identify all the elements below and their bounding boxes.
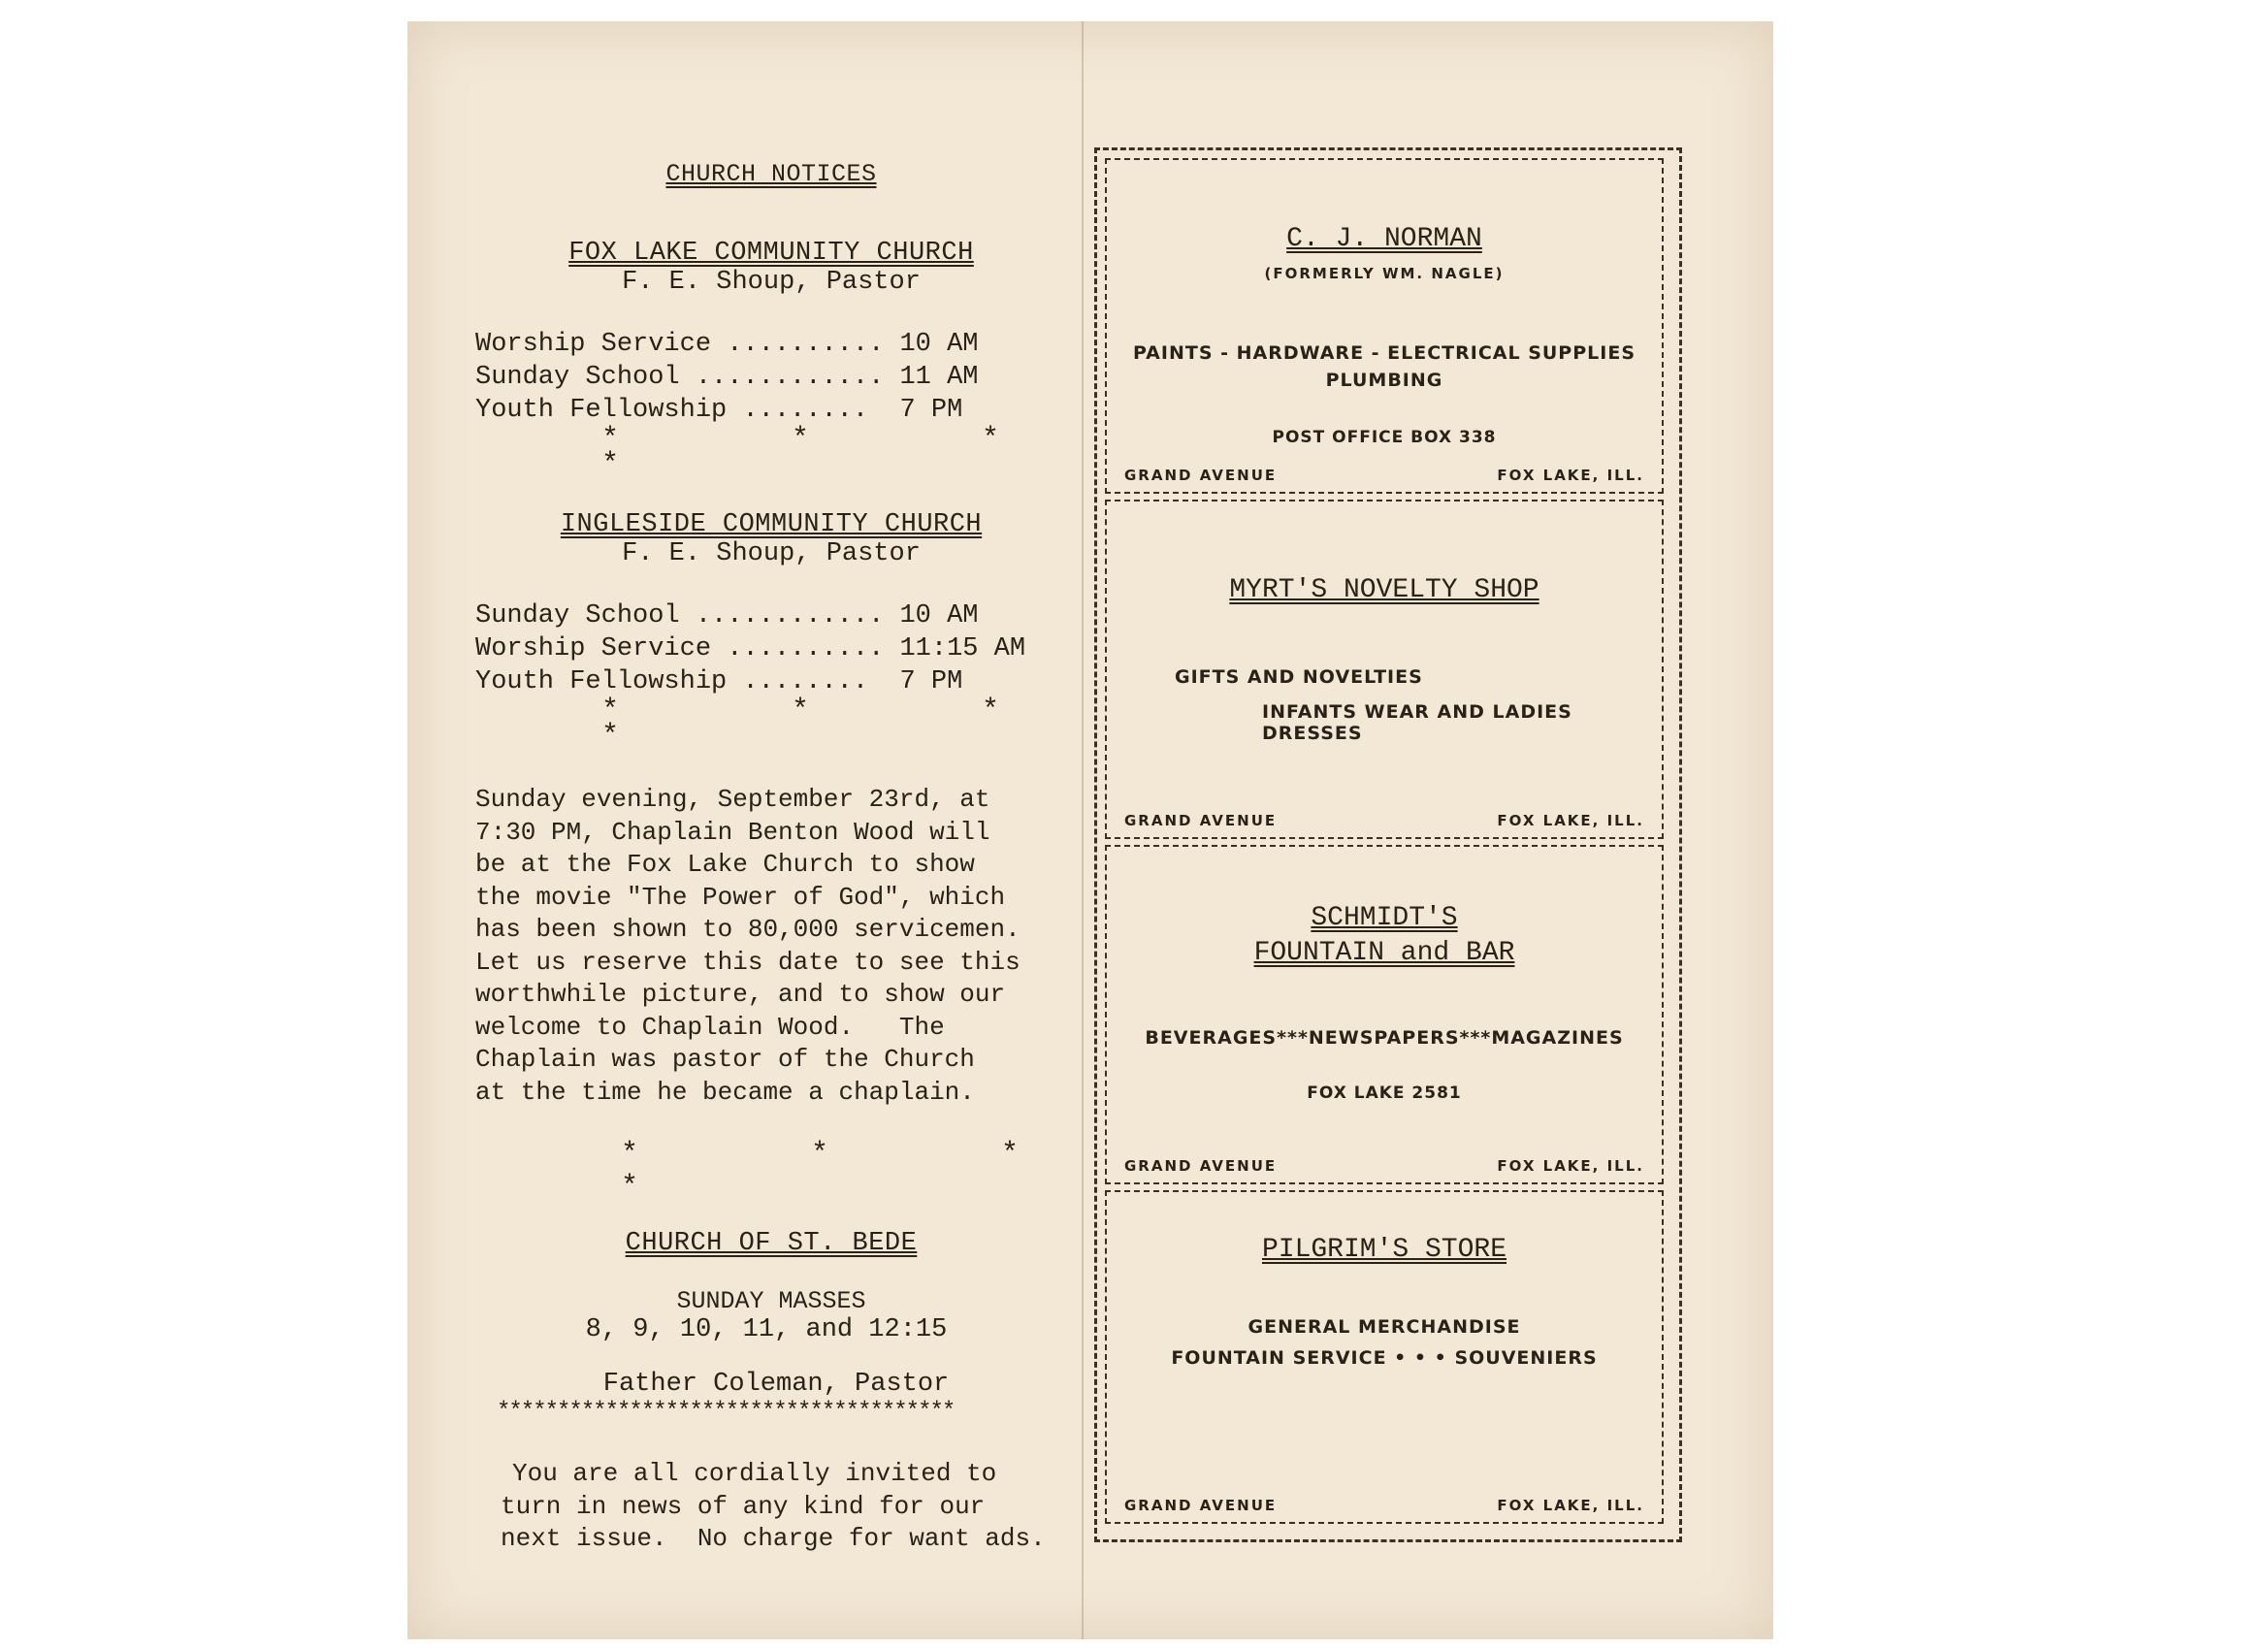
fox-lake-pastor: F. E. Shoup, Pastor [622,268,921,297]
ad-town: FOX LAKE, ILL. [1497,1497,1644,1514]
sunday-masses-label: SUNDAY MASSES [676,1287,866,1315]
ad-subtitle: (FORMERLY WM. NAGLE) [1264,265,1505,282]
ad-line: INFANTS WEAR AND LADIES DRESSES [1262,701,1572,744]
ad-line: BEVERAGES***NEWSPAPERS***MAGAZINES [1145,1027,1624,1049]
ad-street: GRAND AVENUE [1124,1497,1278,1514]
ad-schmidts-fountain [1105,845,1664,1184]
service-row: Worship Service .......... 10 AM [475,330,979,359]
ad-title-line-1: SCHMIDT'S [1311,903,1458,933]
announcement-line: welcome to Chaplain Wood. The [475,1012,945,1042]
advertisements-panel [1094,147,1682,1542]
announcement-line: Let us reserve this date to see this [475,947,1021,977]
ad-town: FOX LAKE, ILL. [1497,1157,1644,1175]
announcement-line: Chaplain was pastor of the Church [475,1045,975,1074]
ingleside-pastor: F. E. Shoup, Pastor [622,539,921,568]
service-row: Sunday School ............ 10 AM [475,601,979,630]
fox-lake-church-name: FOX LAKE COMMUNITY CHURCH [568,239,974,268]
ad-street: GRAND AVENUE [1124,812,1278,829]
ad-street: GRAND AVENUE [1124,467,1278,484]
ad-line: PLUMBING [1325,370,1443,391]
closing-line: next issue. No charge for want ads. [501,1524,1046,1553]
ad-line: PAINTS - HARDWARE - ELECTRICAL SUPPLIES [1133,342,1636,364]
star-separator: * * * * [601,423,1078,481]
announcement-line: worthwhile picture, and to show our [475,980,1006,1009]
ad-line: POST OFFICE BOX 338 [1272,428,1497,447]
ad-line: GENERAL MERCHANDISE [1247,1316,1521,1338]
st-bede-pastor: Father Coleman, Pastor [602,1370,950,1399]
star-rule: ************************************** [497,1399,955,1425]
announcement-line: the movie "The Power of God", which [475,882,1006,912]
star-separator: * * * * [621,1138,1097,1204]
ad-pilgrims-store [1105,1190,1664,1524]
ingleside-church-name: INGLESIDE COMMUNITY CHURCH [560,510,983,539]
church-notices-title: CHURCH NOTICES [665,160,877,188]
service-row: Youth Fellowship ........ 7 PM [475,667,963,696]
announcement-paragraph [475,784,1096,1109]
ad-title: C. J. NORMAN [1286,224,1482,254]
ad-address [1124,812,1644,829]
service-row: Worship Service .......... 11:15 AM [475,634,1026,663]
ad-line: GIFTS AND NOVELTIES [1175,666,1423,688]
ad-address [1124,1497,1644,1514]
ad-line: FOUNTAIN SERVICE • • • SOUVENIERS [1171,1347,1598,1369]
ad-line: FOX LAKE 2581 [1307,1083,1462,1103]
ad-title: MYRT'S NOVELTY SHOP [1229,575,1539,605]
ad-address [1124,467,1644,484]
ad-street: GRAND AVENUE [1124,1157,1278,1175]
ad-myrts-novelty-shop [1105,500,1664,839]
announcement-line: at the time he became a chaplain. [475,1077,975,1107]
church-notices-column [475,160,1096,1556]
ad-title: PILGRIM'S STORE [1261,1235,1507,1265]
star-separator: * * * * [601,695,1078,753]
st-bede-church-name: CHURCH OF ST. BEDE [625,1229,918,1258]
ad-title-line-2: FOUNTAIN and BAR [1253,938,1515,968]
announcement-line: has been shown to 80,000 servicemen. [475,915,1021,944]
announcement-line: Sunday evening, September 23rd, at [475,785,990,814]
sunday-masses-times: 8, 9, 10, 11, and 12:15 [585,1315,948,1344]
closing-line: You are all cordially invited to [512,1459,997,1488]
ad-cj-norman [1105,158,1664,494]
ad-address [1124,1157,1644,1175]
announcement-line: be at the Fox Lake Church to show [475,850,975,879]
announcement-line: 7:30 PM, Chaplain Benton Wood will [475,817,990,847]
ad-town: FOX LAKE, ILL. [1497,467,1644,484]
service-row: Youth Fellowship ........ 7 PM [475,396,963,425]
ad-town: FOX LAKE, ILL. [1497,812,1644,829]
service-row: Sunday School ............ 11 AM [475,363,979,392]
closing-line: turn in news of any kind for our [501,1491,986,1521]
